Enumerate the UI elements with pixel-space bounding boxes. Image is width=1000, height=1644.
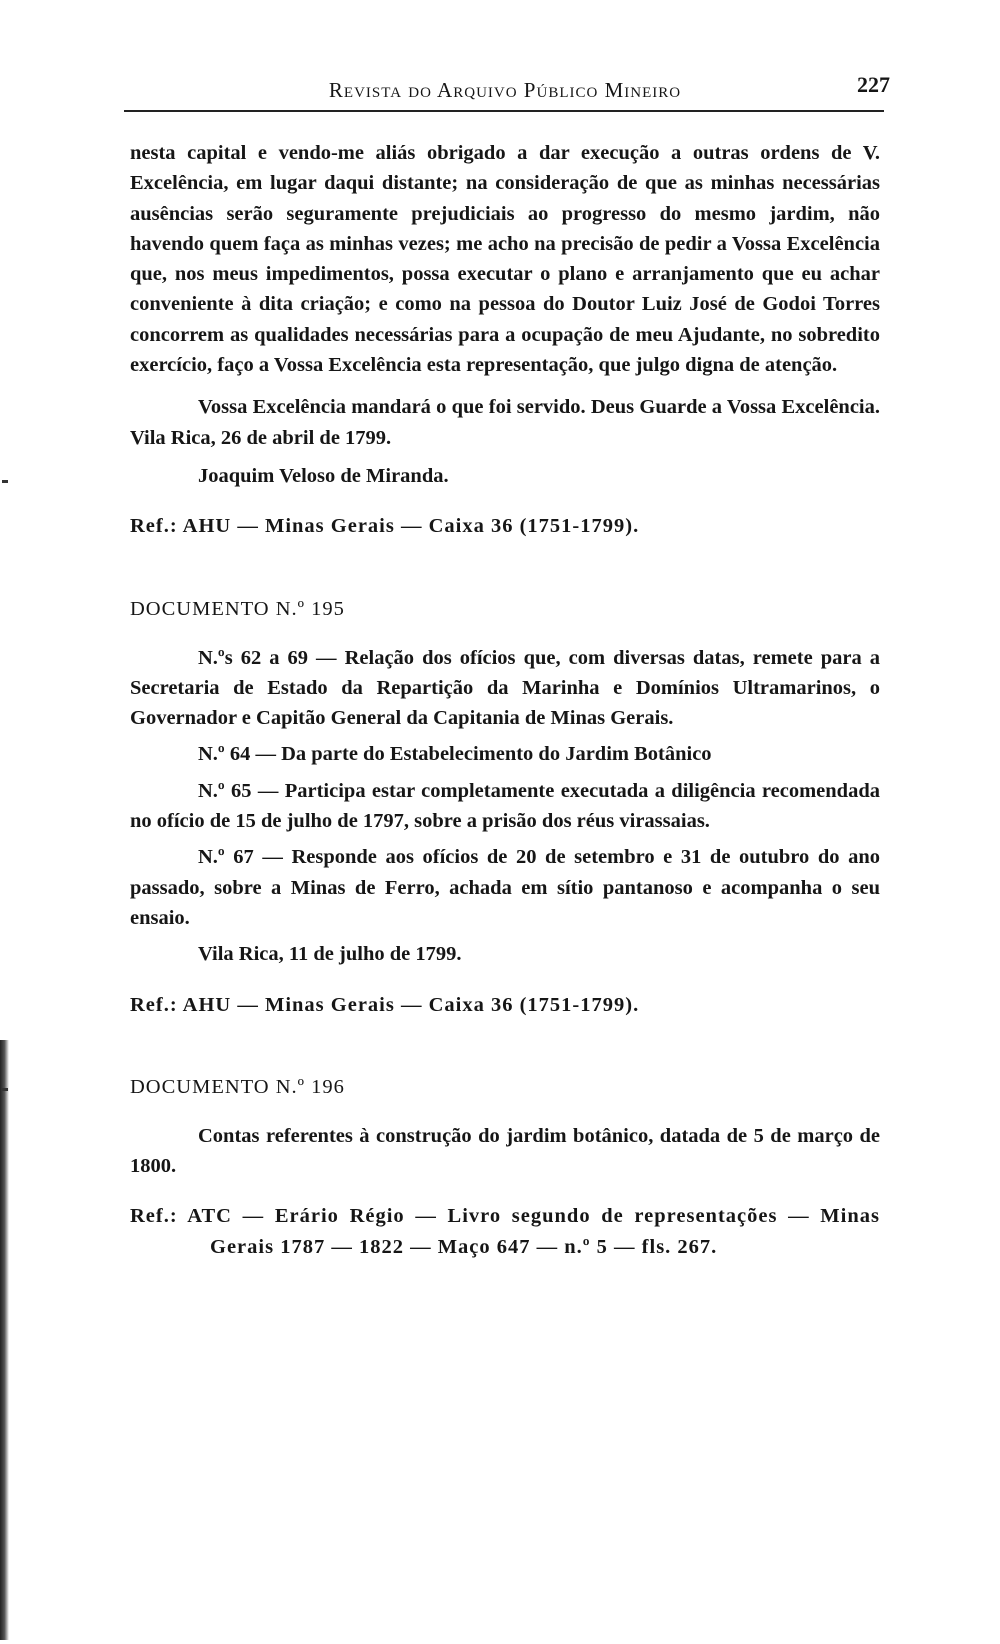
signature: Joaquim Veloso de Miranda. xyxy=(198,464,449,487)
scan-mark xyxy=(2,1088,8,1091)
reference: Ref.: AHU — Minas Gerais — Caixa 36 (1751-1799). xyxy=(130,515,640,538)
header-rule xyxy=(124,110,884,112)
document-page xyxy=(130,60,890,1262)
reference: Ref.: AHU — Minas Gerais — Caixa 36 (1751-1799). xyxy=(130,993,640,1016)
closing-paragraph: Vossa Excelência mandará o que foi servido. Deus Guarde a Vossa Excelência. Vila Rica, 26 de abril de 1799. xyxy=(130,396,880,449)
continuation-paragraph: nesta capital e vendo-me aliás obrigado a dar execução a outras ordens de V. Excelência, em lugar daqui distante; na consideração de que as minhas necessárias ausências serão seguramente prejudiciais ao progresso do mesmo jardim, não havendo quem faça as minhas vezes; me acho na precisão de pedir a Vossa Excelência que, nos meus impedimentos, possa executar o plano e arranjamento que eu achar conveniente à dita criação; e como na pessoa do Doutor Luiz José de Godoi Torres concorrem as qualidades necessárias para a ocupação de meu Ajudante, no sobredito exercício, faço a Vossa Excelência esta representação, que julgo digna de atenção. xyxy=(130,142,880,377)
page-number: 227 xyxy=(857,72,890,97)
document-item: N.º 64 — Da parte do Estabelecimento do Jardim Botânico xyxy=(198,743,712,766)
document-date: Vila Rica, 11 de julho de 1799. xyxy=(198,943,462,966)
document-heading: DOCUMENTO N.º 196 xyxy=(130,1075,345,1098)
running-title: Revista do Arquivo Público Mineiro xyxy=(328,78,682,102)
document-text: Contas referentes à construção do jardim botânico, datada de 5 de março de 1800. xyxy=(130,1124,880,1178)
page-header xyxy=(130,60,890,106)
scan-mark xyxy=(2,480,8,483)
document-item: N.º 67 — Responde aos ofícios de 20 de setembro e 31 de outubro do ano passado, sobre a Minas de Ferro, achada em sítio pantanoso e acompanha o seu ensaio. xyxy=(130,846,880,929)
reference: Ref.: ATC — Erário Régio — Livro segundo de representações — Minas Gerais 1787 — 1822 — Maço 647 — n.º 5 — fls. 267. xyxy=(130,1205,880,1258)
document-heading: DOCUMENTO N.º 195 xyxy=(130,597,345,620)
document-intro: N.ºs 62 a 69 — Relação dos ofícios que, com diversas datas, remete para a Secretaria de Estado da Repartição da Marinha e Domínios Ultramarinos, o Governador e Capitão General da Capitania de Minas Gerais. xyxy=(130,646,880,730)
scan-edge-shadow xyxy=(0,1040,9,1640)
document-item: N.º 65 — Participa estar completamente executada a diligência recomendada no ofício de 15 de julho de 1797, sobre a prisão dos réus virassaias. xyxy=(130,779,880,833)
